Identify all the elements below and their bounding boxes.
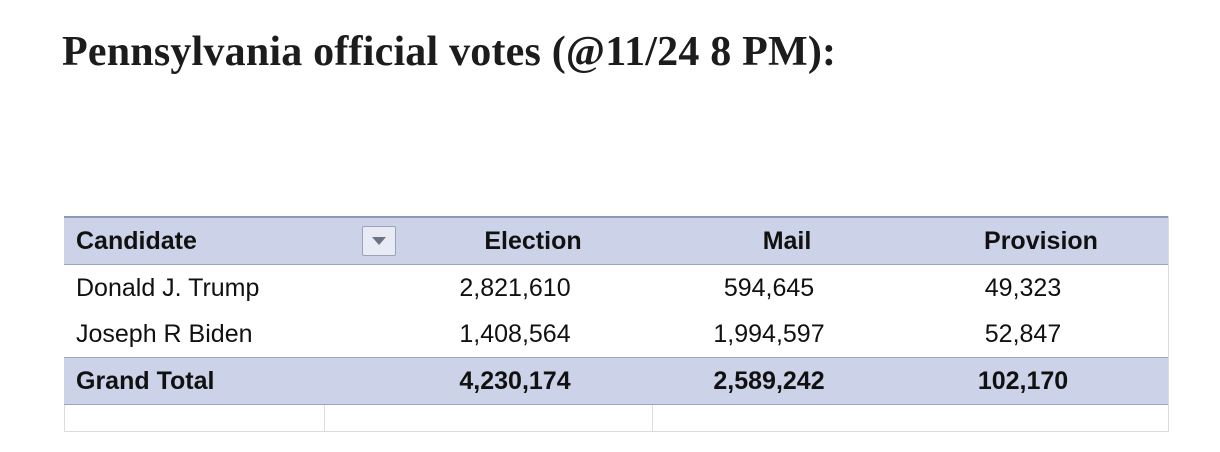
cell-election: 2,821,610 [406,265,660,312]
grid-line-horizontal [64,431,1168,432]
table-row [64,265,1168,312]
cell-mail: 1,994,597 [660,311,914,358]
table-header-row [64,217,1168,265]
grid-line-vertical [1168,216,1169,432]
table-total-row [64,358,1168,405]
cell-provision: 49,323 [914,265,1168,312]
column-header-candidate[interactable] [64,217,406,265]
column-header-provision[interactable]: Provision [914,217,1168,265]
cell-candidate: Donald J. Trump [64,265,406,312]
cell-total-election: 4,230,174 [406,358,660,405]
cell-total-mail: 2,589,242 [660,358,914,405]
grid-line-vertical [324,404,325,432]
pivot-table [64,216,1168,405]
filter-dropdown-icon[interactable] [362,226,396,256]
cell-mail: 594,645 [660,265,914,312]
cell-total-label: Grand Total [64,358,406,405]
cell-provision: 52,847 [914,311,1168,358]
page-title: Pennsylvania official votes (@11/24 8 PM): [62,29,837,75]
table-row [64,311,1168,358]
column-header-election[interactable]: Election [406,217,660,265]
cell-election: 1,408,564 [406,311,660,358]
cell-total-provision: 102,170 [914,358,1168,405]
cell-candidate: Joseph R Biden [64,311,406,358]
pivot-table-container [64,216,1168,405]
column-header-candidate-label: Candidate [76,226,197,255]
column-header-mail[interactable]: Mail [660,217,914,265]
